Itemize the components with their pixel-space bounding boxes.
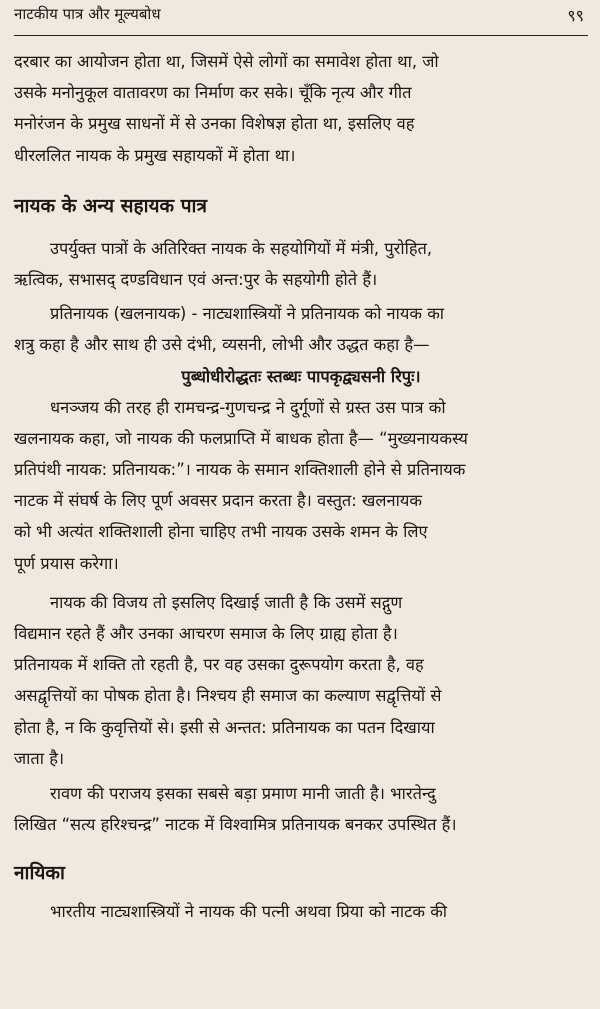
text-line: जाता है। (14, 748, 65, 768)
section-heading-supporting-characters: नायक के अन्य सहायक पात्र (14, 194, 207, 217)
running-title: नाटकीय पात्र और मूल्यबोध (14, 5, 161, 23)
text-line: रावण की पराजय इसका सबसे बड़ा प्रमाण मानी जाती है। भारतेन्दु (50, 784, 436, 804)
text-line: ऋत्विक, सभासद् दण्डविधान एवं अन्त:पुर के सहयोगी होते हैं। (14, 270, 378, 290)
section-heading-heroine: नायिका (14, 862, 65, 885)
text-line: नायक की विजय तो इसलिए दिखाई जाती है कि उसमें सद्गुण (50, 592, 403, 612)
text-line: धनञ्जय की तरह ही रामचन्द्र-गुणचन्द्र ने दुर्गूणों से ग्रस्त उस पात्र को (50, 397, 446, 417)
page-number: ९९ (567, 6, 584, 25)
text-line: उसके मनोनुकूल वातावरण का निर्माण कर सके। चूँकि नृत्य और गीत (14, 83, 412, 103)
text-line: असद्वृत्तियों का पोषक होता है। निश्चय ही समाज का कल्याण सद्वृत्तियों से (14, 686, 442, 706)
text-line: प्रतिपंथी नायक: प्रतिनायक:”। नायक के समान शक्तिशाली होने से प्रतिनायक (14, 460, 466, 480)
text-line: पूर्ण प्रयास करेगा। (14, 553, 119, 573)
text-line: मनोरंजन के प्रमुख साधनों में से उनका विशेषज्ञ होता था, इसलिए वह (14, 114, 415, 134)
paragraph-antagonist (14, 298, 588, 360)
paragraph-ravana (14, 778, 588, 840)
paragraph-heroine (14, 896, 588, 927)
paragraph-victory (14, 587, 588, 774)
text-line: प्रतिनायक (खलनायक) - नाट्यशास्त्रियों ने प्रतिनायक को नायक का (50, 304, 445, 324)
text-line: दरबार का आयोजन होता था, जिसमें ऐसे लोगों का समावेश होता था, जो (14, 52, 439, 71)
text-line: प्रतिनायक में शक्ति तो रहती है, पर वह उसका दुरूपयोग करता है, वह (14, 655, 424, 675)
paragraph-court (14, 46, 588, 171)
text-line: धीरललित नायक के प्रमुख सहायकों में होता था। (14, 145, 296, 165)
text-line: विद्यमान रहते हैं और उनका आचरण समाज के लिए ग्राह्य होता है। (14, 624, 398, 644)
text-line: नाटक में संघर्ष के लिए पूर्ण अवसर प्रदान करता है। वस्तुत: खलनायक (14, 491, 422, 511)
text-line: शत्रु कहा है और साथ ही उसे दंभी, व्यसनी, लोभी और उद्धत कहा है— (14, 335, 430, 355)
text-line: भारतीय नाट्यशास्त्रियों ने नायक की पत्नी अथवा प्रिया को नाटक की (50, 902, 448, 922)
text-line: लिखित “सत्य हरिश्चन्द्र” नाटक में विश्वामित्र प्रतिनायक बनकर उपस्थित हैं। (14, 815, 457, 835)
paragraph-associates (14, 233, 588, 295)
paragraph-villain (14, 392, 588, 579)
text-line: उपर्युक्त पात्रों के अतिरिक्त नायक के सहयोगियों में मंत्री, पुरोहित, (50, 238, 433, 258)
text-line: खलनायक कहा, जो नायक की फलप्राप्ति में बाधक होता है— “मुख्यनायकस्य (14, 428, 468, 448)
text-line: को भी अत्यंत शक्तिशाली होना चाहिए तभी नायक उसके शमन के लिए (14, 522, 428, 542)
running-header (14, 0, 588, 36)
text-line: होता है, न कि कुवृत्तियों से। इसी से अन्तत: प्रतिनायक का पतन दिखाया (14, 717, 435, 737)
sanskrit-quote: पुब्धोधीरोद्धतः स्तब्धः पापकृद्व्यसनी रिपुः। (181, 366, 421, 386)
